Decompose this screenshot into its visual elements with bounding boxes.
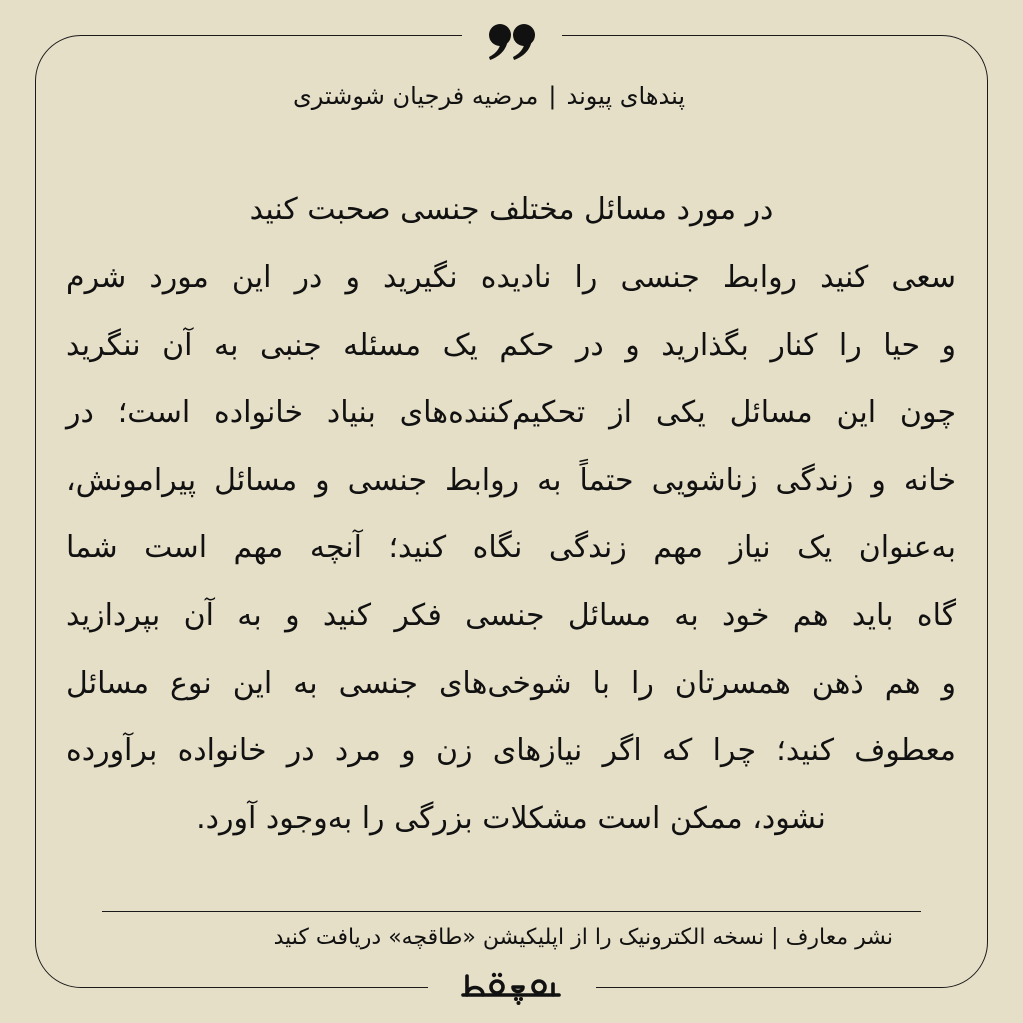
header-separator: | [548,82,557,110]
quote-line: و هم ذهن همسرتان را با شوخی‌های جنسی به این نوع مسائل [66,665,956,701]
quote-line: نشود، ممکن است مشکلات بزرگی را به‌وجود آورد. [196,800,826,836]
publisher-footer: نشر معارف | نسخه الکترونیک را از اپلیکیشن «طاقچه» دریافت کنید [273,925,893,950]
taaghche-logo [455,966,567,1006]
book-header [200,78,685,114]
quote-line: به‌عنوان یک نیاز مهم زندگی نگاه کنید؛ آنچه مهم است شما [66,530,956,566]
author-name: مرضیه فرجیان شوشتری [292,82,539,110]
quote-line: خانه و زندگی زناشویی حتماً به روابط جنسی و مسائل پیرامونش، [66,462,956,498]
footer-divider [102,911,921,912]
quote-line: سعی کنید روابط جنسی را نادیده نگیرید و در این مورد شرم [66,260,956,295]
quote-line: گاه باید هم خود به مسائل جنسی فکر کنید و به آن بپردازید [66,597,956,633]
quote-body [66,244,956,852]
quote-title: در مورد مسائل مختلف جنسی صحبت کنید [249,192,774,227]
quote-line: چون این مسائل یکی از تحکیم‌کننده‌های بنیاد خانواده است؛ در [66,395,956,431]
quote-line: معطوف کنید؛ چرا که اگر نیازهای زن و مرد در خانواده برآورده [66,733,956,769]
quote-line: و حیا را کنار بگذارید و در حکم یک مسئله جنبی به آن ننگرید [66,327,956,363]
quote-icon [486,22,538,62]
book-title: پندهای پیوند [566,82,685,110]
